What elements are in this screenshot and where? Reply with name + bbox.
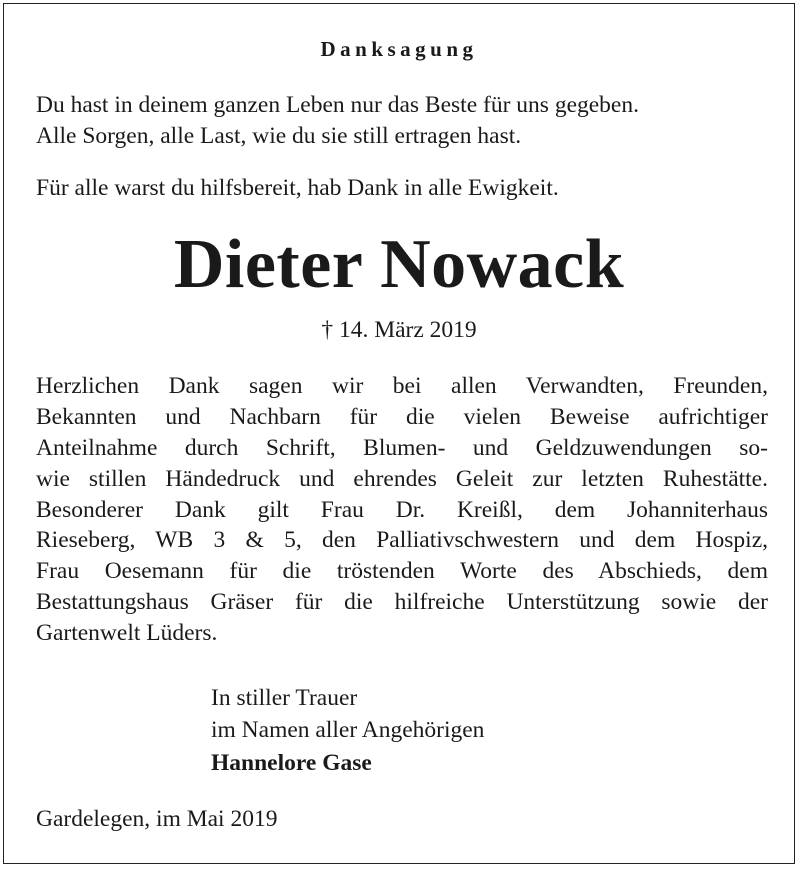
body-line: Bestattungshaus Gräser für die hilfreiche Unterstützung sowie der bbox=[36, 589, 768, 616]
body-line: Rieseberg, WB 3 & 5, den Palliativschwestern und dem Hospiz, bbox=[36, 527, 768, 554]
body-line: Besonderer Dank gilt Frau Dr. Kreißl, dem Johanniterhaus bbox=[36, 496, 768, 523]
body-line: Gartenwelt Lüders. bbox=[36, 620, 218, 647]
signature-name: Hannelore Gase bbox=[211, 750, 372, 776]
body-line: wie stillen Händedruck und ehrendes Geleit zur letzten Ruhestätte. bbox=[36, 465, 768, 492]
body-line: Herzlichen Dank sagen wir bei allen Verwandten, Freunden, bbox=[36, 373, 768, 399]
poem-line-2: Alle Sorgen, alle Last, wie du sie still ertragen hast. bbox=[36, 123, 522, 149]
death-date: † 14. März 2019 bbox=[321, 317, 477, 343]
notice-heading: Danksagung bbox=[320, 37, 478, 61]
body-line: Anteilnahme durch Schrift, Blumen- und Geldzuwendungen so- bbox=[36, 434, 768, 461]
place-date: Gardelegen, im Mai 2019 bbox=[36, 806, 278, 832]
poem-line-3: Für alle warst du hilfsbereit, hab Dank in alle Ewigkeit. bbox=[36, 175, 559, 201]
body-line: Frau Oesemann für die tröstenden Worte des Abschieds, dem bbox=[36, 558, 768, 585]
body-line: Bekannten und Nachbarn für die vielen Beweise aufrichtiger bbox=[36, 403, 768, 430]
deceased-name: Dieter Nowack bbox=[173, 226, 625, 303]
poem-line-1: Du hast in deinem ganzen Leben nur das Beste für uns gegeben. bbox=[36, 92, 639, 118]
signature-family: im Namen aller Angehörigen bbox=[211, 717, 485, 743]
signature-mourning: In stiller Trauer bbox=[211, 685, 358, 711]
obituary-notice bbox=[3, 3, 795, 864]
thank-you-text bbox=[36, 371, 768, 649]
